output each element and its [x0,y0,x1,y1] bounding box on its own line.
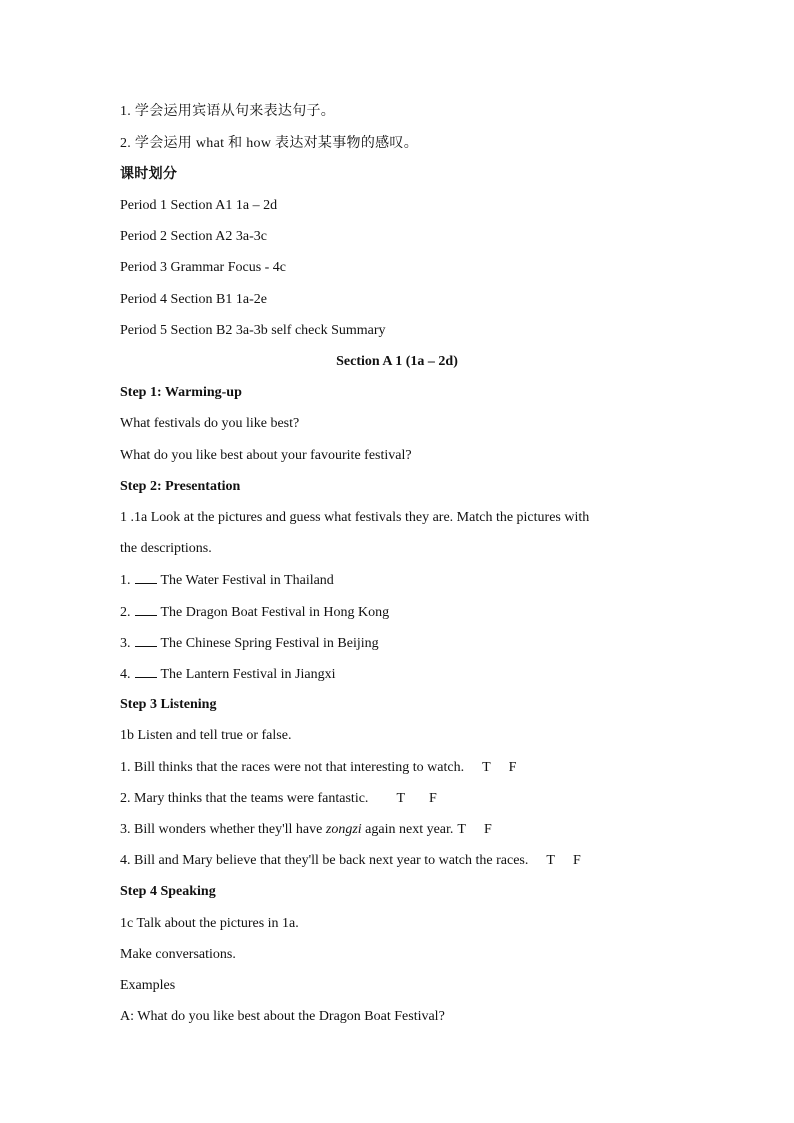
step4-line-1: 1c Talk about the pictures in 1a. [120,916,299,931]
false-option[interactable]: F [508,760,517,775]
period-1: Period 1 Section A1 1a – 2d [120,198,278,213]
tf-item-3 [120,821,510,839]
step1-line-1: What festivals do you like best? [120,416,300,431]
match-item-number: 3. [120,636,131,651]
tf-item-text-end: again next year. [361,822,454,837]
match-item-1 [120,571,334,590]
tf-item-text: 2. Mary thinks that the teams were fantastic. [120,791,369,806]
step4-heading: Step 4 Speaking [120,884,216,899]
tf-item-text: 1. Bill thinks that the races were not that interesting to watch. [120,760,465,775]
answer-blank[interactable] [135,603,157,616]
step3-intro: 1b Listen and tell true or false. [120,728,292,743]
match-item-2 [120,603,389,622]
objective-2: 2. 学会运用 what 和 how 表达对某事物的感叹。 [120,136,419,151]
step4-line-4: A: What do you like best about the Dragon Boat Festival? [120,1009,445,1024]
section-title: Section A 1 (1a – 2d) [336,354,458,369]
true-option[interactable]: T [457,822,466,837]
step3-heading: Step 3 Listening [120,697,217,712]
period-3: Period 3 Grammar Focus - 4c [120,260,287,275]
false-option[interactable]: F [483,822,492,837]
answer-blank[interactable] [135,571,157,584]
false-option[interactable]: F [429,791,437,806]
step4-line-2: Make conversations. [120,947,236,962]
period-5: Period 5 Section B2 3a-3b self check Summary [120,323,386,338]
match-item-number: 4. [120,667,131,682]
match-item-4 [120,665,335,684]
match-item-text: The Lantern Festival in Jiangxi [160,667,336,682]
tf-item-text-emphasis: zongzi [325,822,362,837]
step2-heading: Step 2: Presentation [120,479,241,494]
step4-line-3: Examples [120,978,176,993]
answer-blank[interactable] [135,634,157,647]
true-option[interactable]: T [482,760,491,775]
match-item-text: The Chinese Spring Festival in Beijing [160,636,379,651]
period-2: Period 2 Section A2 3a-3c [120,229,267,244]
objective-1: 1. 学会运用宾语从句来表达句子。 [120,104,336,119]
periods-heading: 课时划分 [120,167,178,182]
tf-item-1 [120,759,534,777]
match-item-text: The Dragon Boat Festival in Hong Kong [160,605,390,620]
step1-heading: Step 1: Warming-up [120,385,242,400]
tf-item-text: 4. Bill and Mary believe that they'll be back next year to watch the races. [120,853,529,868]
true-option[interactable]: T [546,853,555,868]
match-item-3 [120,634,379,653]
match-item-number: 1. [120,573,131,588]
period-4: Period 4 Section B1 1a-2e [120,292,267,307]
step1-line-2: What do you like best about your favourite festival? [120,448,412,463]
true-option[interactable]: T [396,791,405,806]
false-option[interactable]: F [572,853,581,868]
step2-intro-2: the descriptions. [120,541,212,556]
tf-item-2 [120,790,455,808]
tf-item-4 [120,852,599,870]
answer-blank[interactable] [135,665,157,678]
match-item-text: The Water Festival in Thailand [160,573,334,588]
match-item-number: 2. [120,605,131,620]
step2-intro-1: 1 .1a Look at the pictures and guess what festivals they are. Match the pictures with [120,510,590,525]
tf-item-text-start: 3. Bill wonders whether they'll have [120,822,326,837]
